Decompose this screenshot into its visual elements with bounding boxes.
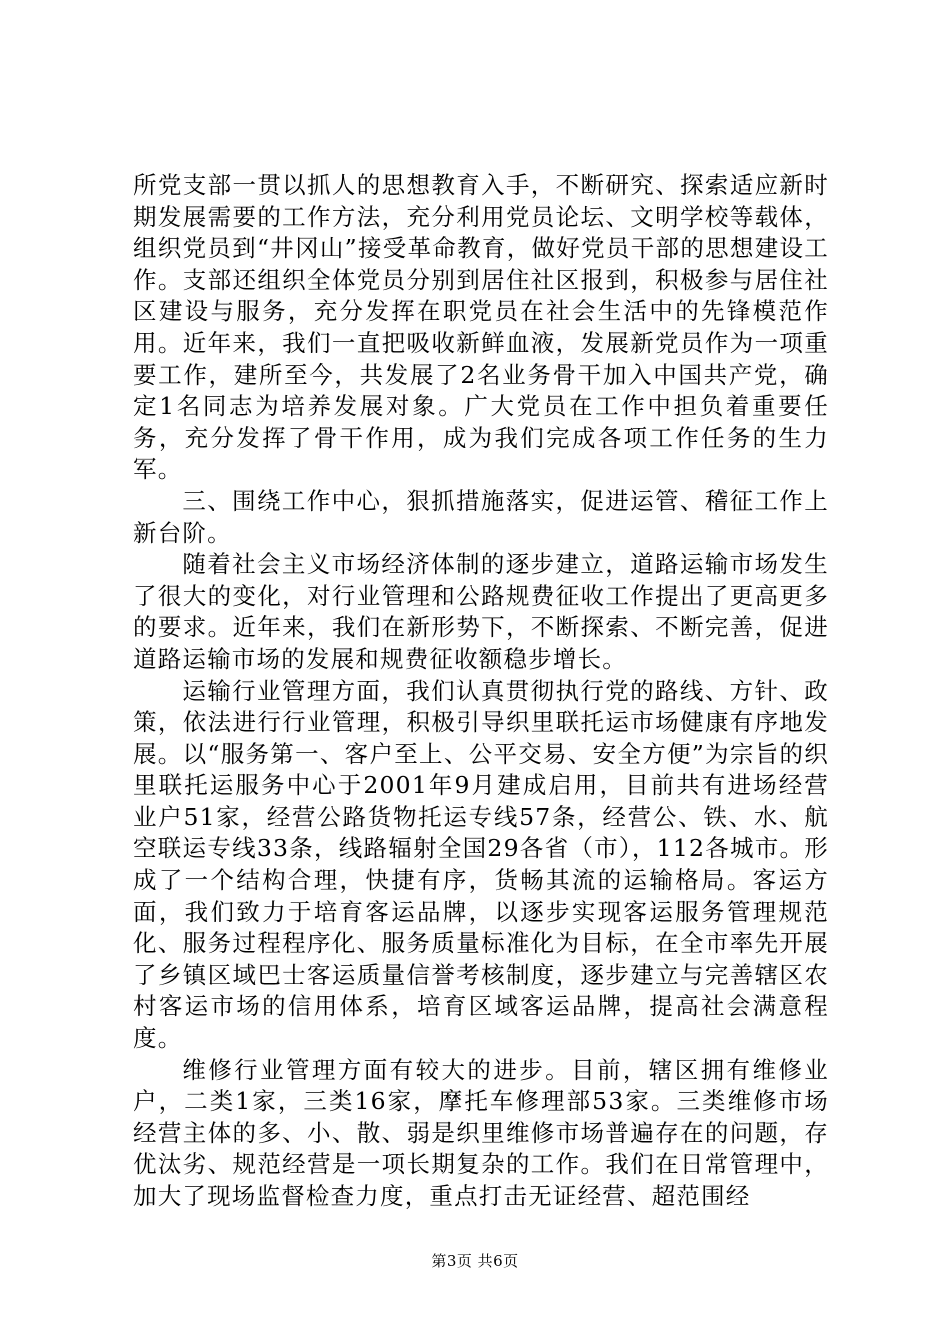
body-paragraph-4: 维修行业管理方面有较大的进步。目前，辖区拥有维修业户，二类1家，三类16家，摩托车修理部53家。三类维修市场经营主体的多、小、散、弱是织里维修市场普遍存在的问题，存优汰劣、规范经营是一项长期复杂的工作。我们在日常管理中，加大了现场监督检查力度，重点打击无证经营、超范围经 xyxy=(133,1055,829,1210)
body-paragraph-2: 随着社会主义市场经济体制的逐步建立，道路运输市场发生了很大的变化，对行业管理和公路规费征收工作提出了更高更多的要求。近年来，我们在新形势下，不断探索、不断完善，促进道路运输市场的发展和规费征收额稳步增长。 xyxy=(133,550,829,673)
body-paragraph-1: 所党支部一贯以抓人的思想教育入手，不断研究、探索适应新时期发展需要的工作方法，充分利用党员论坛、文明学校等载体，组织党员到“井冈山”接受革命教育，做好党员干部的思想建设工作。支部还组织全体党员分别到居住社区报到，积极参与居住社区建设与服务，充分发挥在职党员在社会生活中的先锋模范作用。近年来，我们一直把吸收新鲜血液，发展新党员作为一项重要工作，建所至今，共发展了2名业务骨干加入中国共产党，确定1名同志为培养发展对象。广大党员在工作中担负着重要任务，充分发挥了骨干作用，成为我们完成各项工作任务的生力军。 xyxy=(133,171,829,484)
page-number-footer: 第3页 共6页 xyxy=(431,1252,519,1270)
body-paragraph-3: 运输行业管理方面，我们认真贯彻执行党的路线、方针、政策，依法进行行业管理，积极引导织里联托运市场健康有序地发展。以“服务第一、客户至上、公平交易、安全方便”为宗旨的织里联托运服务中心于2001年9月建成启用，目前共有进场经营业户51家，经营公路货物托运专线57条，经营公、铁、水、航空联运专线33条，线路辐射全国29各省（市），112各城市。形成了一个结构合理，快捷有序，货畅其流的运输格局。客运方面，我们致力于培育客运品牌，以逐步实现客运服务管理规范化、服务过程程序化、服务质量标准化为目标，在全市率先开展了乡镇区域巴士客运质量信誉考核制度，逐步建立与完善辖区农村客运市场的信用体系，培育区域客运品牌，提高社会满意程度。 xyxy=(133,676,829,1053)
section-heading-3: 三、围绕工作中心，狠抓措施落实，促进运管、稽征工作上新台阶。 xyxy=(133,486,829,547)
document-body xyxy=(133,170,829,1213)
